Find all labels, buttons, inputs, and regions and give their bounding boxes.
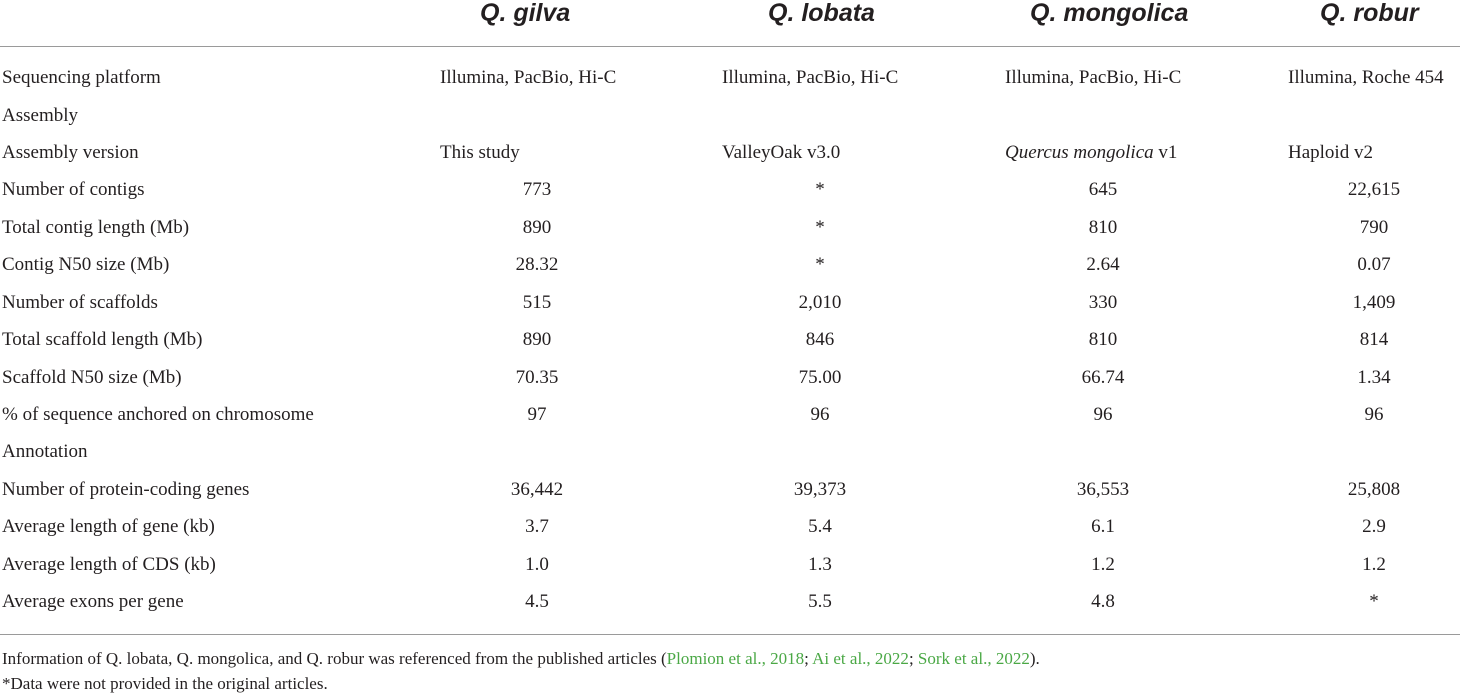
cell-q-robur: 0.07 xyxy=(1357,254,1391,275)
cell-q-robur: 22,615 xyxy=(1347,179,1401,200)
cell-q-lobata: 39,373 xyxy=(793,479,847,500)
table-row-average-cds-length xyxy=(0,546,1460,583)
cell-q-gilva: 773 xyxy=(522,179,552,200)
cell-q-mongolica: 66.74 xyxy=(1081,367,1125,388)
species-name-italic: Quercus mongolica xyxy=(1005,142,1154,163)
row-label: Assembly version xyxy=(2,142,139,163)
table-row-contig-n50 xyxy=(0,246,1460,283)
cell-q-gilva: 1.0 xyxy=(525,554,549,575)
cell-q-lobata: * xyxy=(815,217,825,238)
cell-q-gilva: 70.35 xyxy=(515,367,559,388)
reference-link-ai-2022[interactable]: Ai et al., 2022 xyxy=(812,649,909,668)
row-label: Total contig length (Mb) xyxy=(2,217,190,238)
cell-q-robur: 96 xyxy=(1364,404,1384,425)
cell-q-lobata: * xyxy=(815,254,825,275)
section-heading-assembly xyxy=(0,97,1460,134)
table-row-average-gene-length xyxy=(0,508,1460,545)
header-rule xyxy=(0,46,1460,47)
cell-q-gilva: 890 xyxy=(522,217,552,238)
cell-q-lobata: 1.3 xyxy=(808,554,832,575)
row-label: Average exons per gene xyxy=(2,591,184,612)
cell-q-robur: Haploid v2 xyxy=(1288,142,1373,163)
cell-q-robur: Illumina, Roche 454 xyxy=(1288,67,1444,88)
cell-q-lobata: 5.5 xyxy=(808,591,832,612)
table-row-total-scaffold-length xyxy=(0,321,1460,358)
cell-q-robur: 814 xyxy=(1359,329,1389,350)
cell-q-mongolica: 330 xyxy=(1088,292,1118,313)
cell-q-lobata: * xyxy=(815,179,825,200)
cell-q-mongolica: 36,553 xyxy=(1076,479,1130,500)
cell-q-robur: 790 xyxy=(1359,217,1389,238)
table-row-average-exons-per-gene xyxy=(0,583,1460,620)
footer-rule xyxy=(0,634,1460,635)
table-row-anchored-on-chromosome xyxy=(0,396,1460,433)
cell-q-gilva: 28.32 xyxy=(515,254,559,275)
row-label: Sequencing platform xyxy=(2,67,161,88)
cell-q-mongolica: 6.1 xyxy=(1091,516,1115,537)
section-label: Annotation xyxy=(2,441,88,462)
row-label: Average length of gene (kb) xyxy=(2,516,215,537)
table-row-assembly-version xyxy=(0,134,1460,171)
cell-q-robur: * xyxy=(1369,591,1379,612)
table-row-number-of-scaffolds xyxy=(0,284,1460,321)
cell-q-robur: 1.34 xyxy=(1357,367,1391,388)
cell-q-lobata: 96 xyxy=(810,404,830,425)
cell-q-mongolica xyxy=(1005,134,1177,171)
row-label: Number of contigs xyxy=(2,179,145,200)
footnote-sources: Information of Q. lobata, Q. mongolica, and Q. robur was referenced from the published articles (Plomion et al., 2018; Ai et al., 2022; Sork et al., 2022). xyxy=(2,649,1040,668)
cell-q-lobata: 75.00 xyxy=(798,367,842,388)
row-label: Number of scaffolds xyxy=(2,292,158,313)
reference-link-sork-2022[interactable]: Sork et al., 2022 xyxy=(917,649,1030,668)
cell-q-mongolica: Illumina, PacBio, Hi-C xyxy=(1005,67,1182,88)
table-row-sequencing-platform xyxy=(0,59,1460,96)
row-label: Average length of CDS (kb) xyxy=(2,554,216,575)
cell-q-robur: 1,409 xyxy=(1352,292,1396,313)
table-row-scaffold-n50 xyxy=(0,359,1460,396)
version-suffix: v1 xyxy=(1153,142,1178,163)
row-label: Total scaffold length (Mb) xyxy=(2,329,203,350)
cell-q-gilva: 97 xyxy=(527,404,547,425)
cell-q-lobata: 846 xyxy=(805,329,835,350)
cell-q-gilva: 515 xyxy=(522,292,552,313)
column-header-q-robur: Q. robur xyxy=(1320,0,1419,27)
cell-q-robur: 1.2 xyxy=(1362,554,1386,575)
column-header-q-mongolica: Q. mongolica xyxy=(1030,0,1189,27)
column-header-q-gilva: Q. gilva xyxy=(480,0,571,27)
cell-q-mongolica: 2.64 xyxy=(1086,254,1120,275)
cell-q-lobata: ValleyOak v3.0 xyxy=(722,142,841,163)
cell-q-mongolica: 1.2 xyxy=(1091,554,1115,575)
cell-q-mongolica: 810 xyxy=(1088,217,1118,238)
cell-q-mongolica: 645 xyxy=(1088,179,1118,200)
cell-q-mongolica: 4.8 xyxy=(1091,591,1115,612)
cell-q-lobata: 2,010 xyxy=(798,292,842,313)
reference-link-plomion-2018[interactable]: Plomion et al., 2018 xyxy=(666,649,805,668)
cell-q-robur: 25,808 xyxy=(1347,479,1401,500)
row-label: Number of protein-coding genes xyxy=(2,479,250,500)
section-heading-annotation xyxy=(0,433,1460,470)
row-label: % of sequence anchored on chromosome xyxy=(2,404,314,425)
row-label: Scaffold N50 size (Mb) xyxy=(2,367,182,388)
table-row-number-of-contigs xyxy=(0,171,1460,208)
cell-q-gilva: Illumina, PacBio, Hi-C xyxy=(440,67,617,88)
cell-q-lobata: Illumina, PacBio, Hi-C xyxy=(722,67,899,88)
table-header xyxy=(0,0,1460,46)
cell-q-robur: 2.9 xyxy=(1362,516,1386,537)
cell-q-gilva: 890 xyxy=(522,329,552,350)
section-label: Assembly xyxy=(2,105,78,126)
cell-q-lobata: 5.4 xyxy=(808,516,832,537)
table-row-protein-coding-genes xyxy=(0,471,1460,508)
column-header-q-lobata: Q. lobata xyxy=(768,0,875,27)
footnote-missing-data: *Data were not provided in the original articles. xyxy=(2,674,328,693)
cell-q-mongolica: 96 xyxy=(1093,404,1113,425)
table-row-total-contig-length xyxy=(0,209,1460,246)
row-label: Contig N50 size (Mb) xyxy=(2,254,170,275)
cell-q-mongolica: 810 xyxy=(1088,329,1118,350)
cell-q-gilva: 4.5 xyxy=(525,591,549,612)
cell-q-gilva: This study xyxy=(440,142,520,163)
cell-q-gilva: 36,442 xyxy=(510,479,564,500)
cell-q-gilva: 3.7 xyxy=(525,516,549,537)
